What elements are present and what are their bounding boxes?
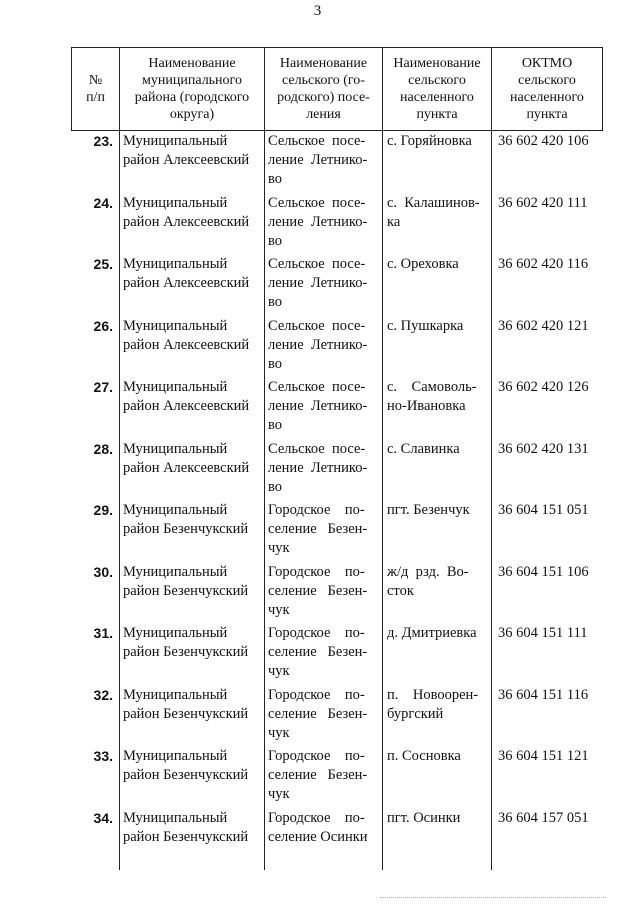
page-number: 3 bbox=[313, 3, 322, 19]
row-locality: д. Дмитриевка bbox=[383, 624, 492, 686]
row-settlement: Сельское посе- ление Летнико- во bbox=[265, 255, 383, 317]
row-settlement: Сельское посе- ление Летнико- во bbox=[265, 378, 383, 440]
row-district: Муниципальный район Алексеевский bbox=[120, 131, 265, 194]
row-settlement: Сельское посе- ление Летнико- во bbox=[265, 440, 383, 502]
row-settlement: Городское по- селение Безен- чук bbox=[265, 624, 383, 686]
row-oktmo: 36 602 420 121 bbox=[492, 317, 603, 379]
table-row bbox=[72, 624, 603, 686]
row-number: 34. bbox=[93, 809, 113, 826]
table-row bbox=[72, 563, 603, 625]
row-oktmo: 36 604 157 051 bbox=[492, 809, 603, 871]
row-locality: с. Ореховка bbox=[383, 255, 492, 317]
row-number: 29. bbox=[93, 502, 113, 518]
row-district: Муниципальный район Алексеевский bbox=[120, 317, 265, 379]
row-settlement: Сельское посе- ление Летнико- во bbox=[265, 131, 383, 194]
row-settlement: Городское по- селение Безен- чук bbox=[265, 747, 383, 809]
table-row bbox=[72, 255, 603, 317]
row-number: 28. bbox=[93, 440, 113, 457]
header-locality: Наименование сельского населенного пункта bbox=[383, 48, 492, 131]
row-district: Муниципальный район Безенчукский bbox=[120, 563, 265, 625]
row-district: Муниципальный район Алексеевский bbox=[120, 255, 265, 317]
scan-edge-line bbox=[380, 897, 606, 898]
row-number: 33. bbox=[93, 748, 113, 764]
table-row bbox=[72, 747, 603, 809]
row-district: Муниципальный район Безенчукский bbox=[120, 809, 265, 871]
row-locality: пгт. Осинки bbox=[383, 809, 492, 871]
row-locality: п. Новоорен- бургский bbox=[383, 686, 492, 748]
row-oktmo: 36 602 420 106 bbox=[492, 131, 603, 194]
row-number: 26. bbox=[93, 317, 113, 334]
row-settlement: Городское по- селение Осинки bbox=[265, 809, 383, 871]
row-oktmo: 36 604 151 121 bbox=[492, 747, 603, 809]
row-number: 32. bbox=[93, 686, 113, 703]
row-locality: ж/д рзд. Во- сток bbox=[383, 563, 492, 625]
row-locality: с. Пушкарка bbox=[383, 317, 492, 379]
row-oktmo: 36 604 151 106 bbox=[492, 563, 603, 625]
row-settlement: Городское по- селение Безен- чук bbox=[265, 563, 383, 625]
row-number: 23. bbox=[93, 133, 113, 149]
table-row bbox=[72, 194, 603, 256]
row-district: Муниципальный район Алексеевский bbox=[120, 378, 265, 440]
row-district: Муниципальный район Алексеевский bbox=[120, 194, 265, 256]
row-number: 27. bbox=[93, 379, 113, 395]
table-row bbox=[72, 809, 603, 871]
row-settlement: Сельское посе- ление Летнико- во bbox=[265, 194, 383, 256]
row-oktmo: 36 602 420 116 bbox=[492, 255, 603, 317]
row-oktmo: 36 604 151 111 bbox=[492, 624, 603, 686]
row-locality: п. Сосновка bbox=[383, 747, 492, 809]
table-row bbox=[72, 686, 603, 748]
row-settlement: Городское по- селение Безен- чук bbox=[265, 686, 383, 748]
table-row bbox=[72, 378, 603, 440]
row-district: Муниципальный район Алексеевский bbox=[120, 440, 265, 502]
oktmo-register-table bbox=[71, 47, 603, 870]
header-district: Наименование муниципального района (городского округа) bbox=[120, 48, 265, 131]
row-district: Муниципальный район Безенчукский bbox=[120, 624, 265, 686]
header-number: № п/п bbox=[72, 48, 120, 131]
row-oktmo: 36 604 151 116 bbox=[492, 686, 603, 748]
row-oktmo: 36 604 151 051 bbox=[492, 501, 603, 563]
table-row bbox=[72, 317, 603, 379]
row-settlement: Городское по- селение Безен- чук bbox=[265, 501, 383, 563]
row-locality: с. Калашинов- ка bbox=[383, 194, 492, 256]
row-locality: пгт. Безенчук bbox=[383, 501, 492, 563]
header-settlement: Наименование сельского (го- родского) посе- ления bbox=[265, 48, 383, 131]
row-locality: с. Горяйновка bbox=[383, 131, 492, 194]
table-row bbox=[72, 440, 603, 502]
row-number: 30. bbox=[93, 563, 113, 580]
table-header bbox=[72, 48, 603, 131]
row-locality: с. Славинка bbox=[383, 440, 492, 502]
row-oktmo: 36 602 420 131 bbox=[492, 440, 603, 502]
row-oktmo: 36 602 420 111 bbox=[492, 194, 603, 256]
row-district: Муниципальный район Безенчукский bbox=[120, 747, 265, 809]
row-settlement: Сельское посе- ление Летнико- во bbox=[265, 317, 383, 379]
row-district: Муниципальный район Безенчукский bbox=[120, 686, 265, 748]
row-locality: с. Самоволь- но-Ивановка bbox=[383, 378, 492, 440]
row-number: 31. bbox=[93, 625, 113, 641]
row-district: Муниципальный район Безенчукский bbox=[120, 501, 265, 563]
row-oktmo: 36 602 420 126 bbox=[492, 378, 603, 440]
header-oktmo: ОКТМО сельского населенного пункта bbox=[492, 48, 603, 131]
table-row bbox=[72, 501, 603, 563]
row-number: 25. bbox=[93, 256, 113, 272]
row-number: 24. bbox=[93, 194, 113, 211]
table-body bbox=[72, 131, 603, 871]
table-row bbox=[72, 131, 603, 194]
